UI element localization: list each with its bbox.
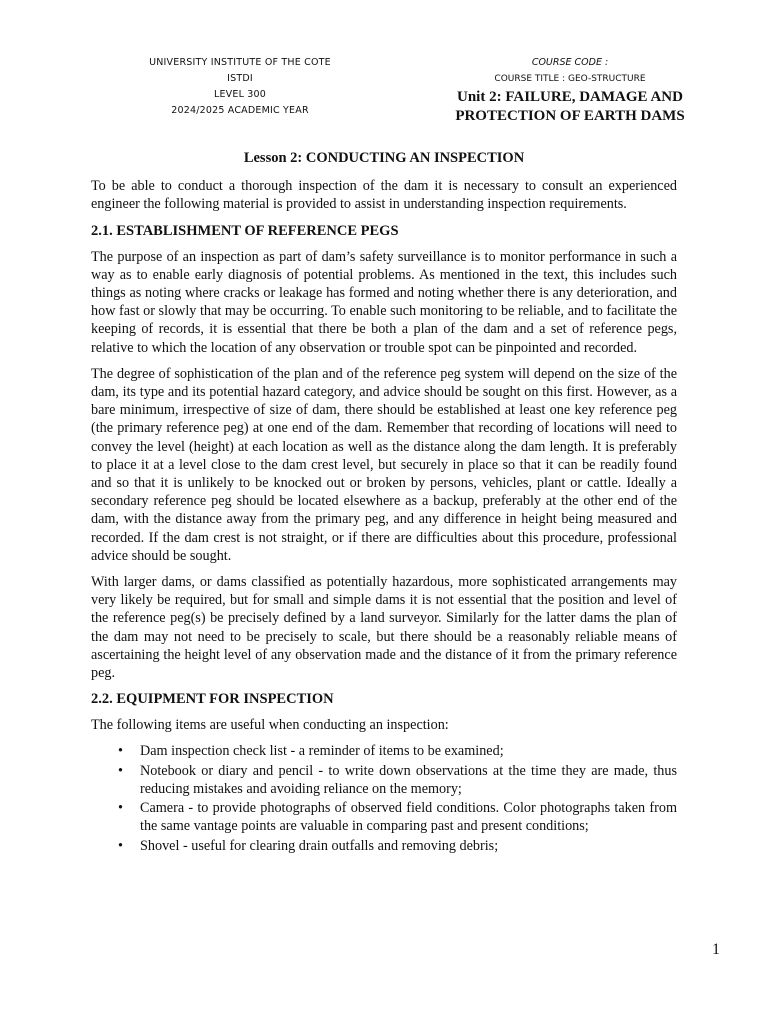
institution-header bbox=[130, 55, 350, 119]
course-header bbox=[440, 55, 700, 125]
unit-title-line-2: PROTECTION OF EARTH DAMS bbox=[455, 108, 685, 124]
list-item-text: Shovel - useful for clearing drain outfalls and removing debris; bbox=[140, 837, 499, 854]
list-item-text: Dam inspection check list - a reminder of items to be examined; bbox=[140, 743, 504, 760]
institution-abbrev: ISTDI bbox=[227, 73, 253, 84]
list-item bbox=[118, 762, 677, 798]
paragraph: The purpose of an inspection as part of dam’s safety surveillance is to monitor performance in such a way as to enable early diagnosis of potential problems. As mentioned in the text, this includes such things as noting where cracks or leakage has formed and noting whether there is any deterioration, and how fast or slowly that may be occurring. To enable such monitoring to be reliable, and to facilitate the keeping of records, it is essential that there be both a plan of the dam and a set of reference pegs, relative to which the location of any observation or trouble spot can be pinpointed and recorded. bbox=[91, 248, 677, 356]
paragraph: With larger dams, or dams classified as potentially hazardous, more sophisticated arrangements may very likely be required, but for small and simple dams it is not essential that the position and level of the reference peg(s) be precisely defined by a land surveyor. Similarly for the latter dams the plan of the dam may not need to be precisely to scale, but there should be a reasonably reliable means of ascertaining the height level of any observation made and the distance of it from the primary reference peg. bbox=[91, 574, 677, 682]
course-code: COURSE CODE : bbox=[531, 57, 609, 68]
list-item bbox=[118, 837, 677, 855]
bullet-icon: • bbox=[118, 800, 123, 817]
list-item-text: Notebook or diary and pencil - to write down observations at the time they are made, thus reducing mistakes and avoiding reliance on the memory; bbox=[140, 762, 677, 797]
bullet-icon: • bbox=[118, 762, 123, 779]
course-title: COURSE TITLE : GEO-STRUCTURE bbox=[494, 74, 646, 84]
unit-title-line-1: Unit 2: FAILURE, DAMAGE AND bbox=[457, 89, 683, 105]
equipment-intro: The following items are useful when conducting an inspection: bbox=[91, 717, 449, 734]
level-label: LEVEL 300 bbox=[213, 89, 267, 100]
institution-name: UNIVERSITY INSTITUTE OF THE COTE bbox=[149, 57, 331, 68]
academic-year: 2024/2025 ACADEMIC YEAR bbox=[171, 105, 309, 116]
lesson-title: Lesson 2: CONDUCTING AN INSPECTION bbox=[243, 150, 525, 166]
document-body bbox=[91, 149, 677, 856]
equipment-list bbox=[91, 742, 677, 854]
section-heading-equipment: 2.2. EQUIPMENT FOR INSPECTION bbox=[91, 691, 334, 708]
list-item bbox=[118, 742, 677, 760]
paragraph: The degree of sophistication of the plan and of the reference peg system will depend on the size of the dam, its type and its potential hazard category, and advice should be sought on this first. However, as a bare minimum, irrespective of size of dam, there should be established at least one key reference peg (the primary reference peg) at one end of the dam. Remember that recording of locations will need to convey the level (height) at each location as well as the distance along the dam length. It is preferably to place it at a level close to the dam crest level, but securely in place so that it can be readily found and so that it is unlikely to be knocked out or broken by persons, vehicles, plant or cattle. Ideally a secondary reference peg should be located elsewhere as a backup, preferably at the other end of the dam, with the distance away from the primary peg, and any difference in height being measured and recorded. If the dam crest is not straight, or if there are difficulties about this procedure, professional advice should be sought. bbox=[91, 365, 677, 564]
bullet-icon: • bbox=[118, 743, 123, 760]
list-item-text: Camera - to provide photographs of observed field conditions. Color photographs taken from the same vantage points are valuable in comparing past and present conditions; bbox=[140, 800, 677, 835]
intro-paragraph: To be able to conduct a thorough inspection of the dam it is necessary to consult an experienced engineer the following material is provided to assist in understanding inspection requirements. bbox=[91, 178, 677, 213]
section-heading-reference-pegs: 2.1. ESTABLISHMENT OF REFERENCE PEGS bbox=[91, 222, 399, 239]
bullet-icon: • bbox=[118, 837, 123, 854]
list-item bbox=[118, 799, 677, 835]
page-number: 1 bbox=[712, 941, 720, 958]
